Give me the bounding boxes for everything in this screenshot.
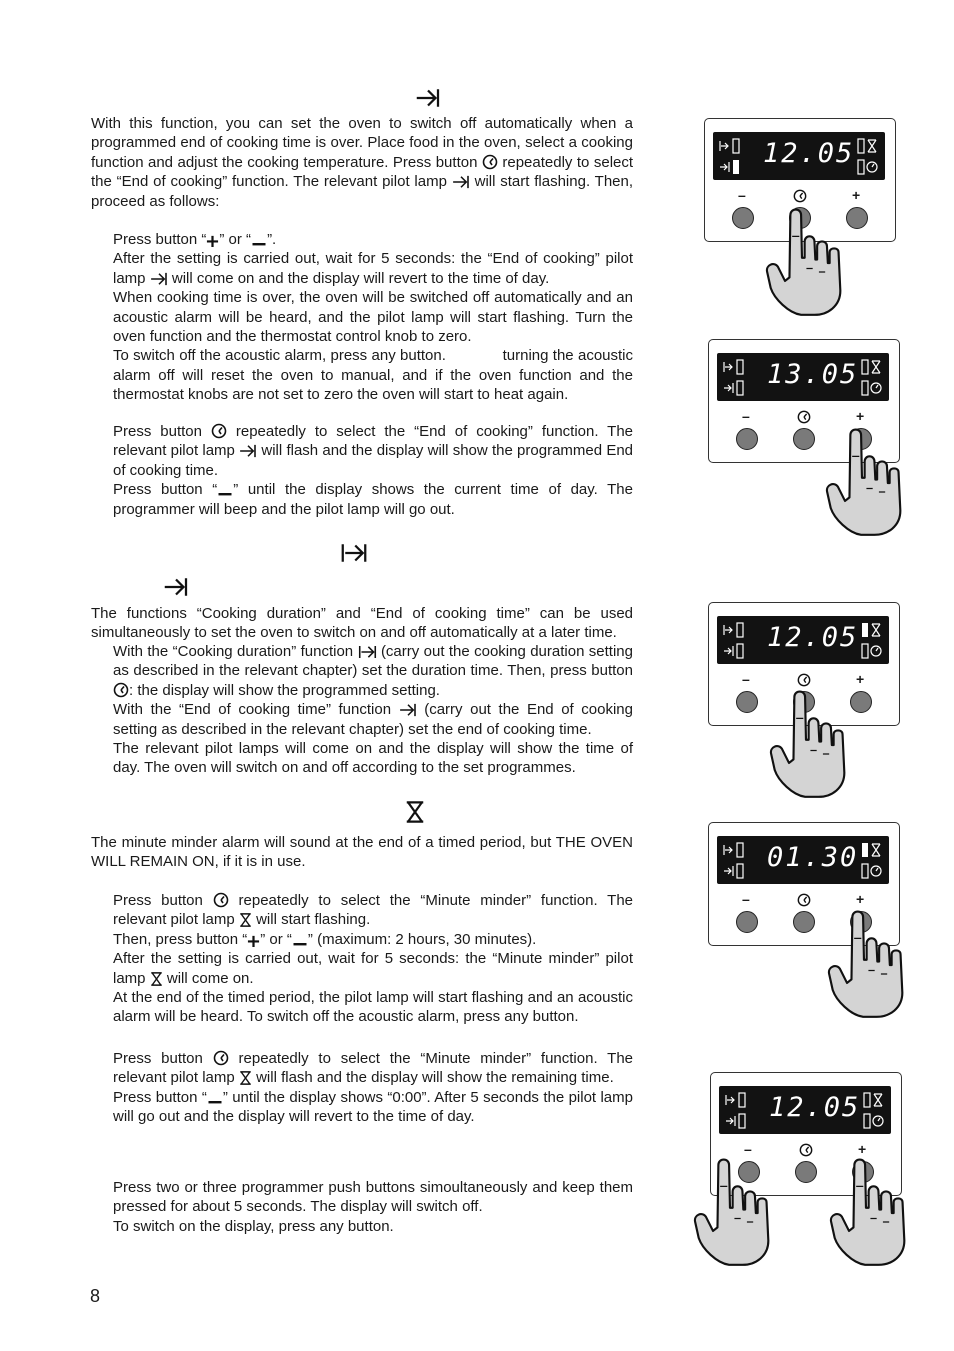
clock-icon — [797, 893, 811, 907]
minus-icon — [292, 934, 308, 947]
duration-lamp-icon — [725, 1091, 747, 1109]
end-lamp-icon — [723, 642, 745, 660]
end-of-cooking-heading-icon — [162, 577, 190, 597]
end-of-cooking-icon — [150, 272, 168, 286]
clock-button[interactable] — [793, 911, 815, 933]
end-of-cooking-intro: With this function, you can set the oven to switch off automatically when a programmed end of cooking time is over. Place food in the oven, select a cooking function and adjust the cooking temperature. Press button repeatedly to select the “End of cooking” function. The relevant pilot lamp will start flashing. Then, proceed as follows: — [91, 115, 634, 210]
display-screen — [717, 836, 889, 884]
pointing-hand-icon — [690, 1156, 786, 1272]
hourglass-lamp-icon — [857, 137, 879, 155]
duration-lamp-icon — [719, 137, 741, 155]
end-lamp-icon — [723, 379, 745, 397]
duration-lamp-icon — [723, 841, 745, 859]
clock-icon — [113, 682, 129, 698]
plus-icon — [206, 234, 219, 247]
minus-button[interactable] — [736, 691, 758, 713]
clock-lamp-icon — [861, 642, 883, 660]
hourglass-lamp-icon — [863, 1091, 885, 1109]
minus-icon — [251, 234, 267, 247]
press-plus-minus-step: Press button “ ” or “ ”. After the setting is carried out, wait for 5 seconds: the “End of cooking” pilot lamp will come on and the display will revert to the time of day. When cooking time is over, the oven will be switched off automatically and an acoustic alarm will be heard, and the pilot lamp will start flashing. Turn the oven function and the thermostat control knob to zero. To switch off the acoustic alarm, press any button. turning the acoustic alarm off will reset the oven to manual, and if the oven function and the thermostat knobs are not set to zero the oven will start to heat again. — [113, 231, 634, 404]
minute-minder-intro: The minute minder alarm will sound at the end of a timed period, but THE OVEN WILL REMAIN ON, if it is in use. — [91, 834, 633, 871]
clock-button[interactable] — [793, 428, 815, 450]
pointing-hand-icon — [762, 206, 858, 322]
display-digits: 12.05 — [763, 138, 855, 169]
clock-icon — [799, 1143, 813, 1157]
clock-button[interactable] — [795, 1161, 817, 1183]
hourglass-icon — [239, 913, 252, 927]
minute-minder-cancel-steps: Press button repeatedly to select the “Minute minder” function. The relevant pilot lamp will flash and the display will show the remaining time. Press button “ ” until the display shows “0:00”. After 5 seconds the pilot lamp will go out and the display will revert to the time of day. — [113, 1050, 634, 1126]
plus-label: + — [858, 1141, 867, 1157]
plus-label: + — [856, 408, 865, 424]
minus-label: – — [742, 408, 750, 424]
combined-intro: The functions “Cooking duration” and “End of cooking time” can be used simultaneously to set the oven to switch on and off automatically at a later time. — [91, 605, 633, 642]
minus-icon — [207, 1092, 223, 1105]
minus-button[interactable] — [732, 207, 754, 229]
hourglass-icon — [150, 972, 163, 986]
end-of-cooking-icon — [452, 175, 470, 189]
minus-label: – — [744, 1141, 752, 1157]
end-lamp-icon — [725, 1112, 747, 1130]
minus-label: – — [742, 891, 750, 907]
end-of-cooking-heading-icon — [414, 88, 442, 108]
clock-lamp-icon — [857, 158, 879, 176]
clock-icon — [793, 189, 807, 203]
display-screen — [717, 353, 889, 401]
clock-icon — [797, 673, 811, 687]
end-of-cooking-cancel: Press button repeatedly to select the “End of cooking” function. The relevant pilot lamp will flash and the display will show the programmed End of cooking time. Press button “ ” until the display shows the current time of day. The programmer will beep and the pilot lamp will go out. — [113, 423, 634, 518]
end-lamp-icon — [723, 862, 745, 880]
display-off-steps: Press two or three programmer push buttons simoultaneously and keep them pressed for about 5 seconds. The display will switch off. To switch on the display, press any button. — [113, 1179, 633, 1235]
display-screen — [713, 132, 885, 180]
hourglass-icon — [239, 1071, 252, 1085]
minus-button[interactable] — [736, 428, 758, 450]
clock-icon — [213, 892, 229, 908]
display-screen — [719, 1086, 891, 1134]
plus-icon — [247, 934, 260, 947]
page-number: 8 — [90, 1286, 101, 1306]
pointing-hand-icon — [826, 1156, 922, 1272]
cooking-duration-heading-icon — [340, 543, 368, 563]
minus-icon — [217, 484, 233, 497]
minus-label: – — [742, 671, 750, 687]
pointing-hand-icon — [766, 688, 862, 804]
clock-lamp-icon — [863, 1112, 885, 1130]
clock-icon — [213, 1050, 229, 1066]
duration-lamp-icon — [723, 358, 745, 376]
pointing-hand-icon — [822, 426, 918, 542]
hourglass-lamp-icon — [861, 358, 883, 376]
display-digits: 13.05 — [767, 359, 859, 390]
combined-steps: With the “Cooking duration” function (carry out the cooking duration setting as described in the relevant chapter) set the duration time. Then, press button : the display will show the programmed setting. With the “End of cooking time” function (carry out the End of cooking setting as described in the relevant chapter) set the end of cooking time. The relevant pilot lamps will come on and the display will show the time of day. The oven will switch on and off according to the set programmes. — [113, 643, 633, 777]
cooking-duration-icon — [358, 645, 377, 659]
clock-lamp-icon — [861, 862, 883, 880]
end-lamp-icon — [719, 158, 741, 176]
minus-button[interactable] — [736, 911, 758, 933]
hourglass-lamp-icon — [861, 841, 883, 859]
plus-label: + — [852, 187, 861, 203]
plus-label: + — [856, 891, 865, 907]
end-of-cooking-icon — [239, 444, 257, 458]
pointing-hand-icon — [824, 908, 920, 1024]
display-digits: 01.30 — [767, 842, 859, 873]
clock-icon — [482, 154, 498, 170]
clock-icon — [211, 423, 227, 439]
display-digits: 12.05 — [769, 1092, 861, 1123]
minute-minder-set-steps: Press button repeatedly to select the “Minute minder” function. The relevant pilot lamp will start flashing. Then, press button “ ” or “ ” (maximum: 2 hours, 30 minutes). After the setting is carried out, wait for 5 seconds: the “Minute minder” pilot lamp will come on. At the end of the timed period, the pilot lamp will start flashing and an acoustic alarm will be heard. To switch off the acoustic alarm, press any button. — [113, 892, 634, 1026]
plus-label: + — [856, 671, 865, 687]
hourglass-lamp-icon — [861, 621, 883, 639]
end-of-cooking-icon — [399, 703, 417, 717]
minus-label: – — [738, 187, 746, 203]
display-screen — [717, 616, 889, 664]
duration-lamp-icon — [723, 621, 745, 639]
clock-icon — [797, 410, 811, 424]
minute-minder-heading-icon — [404, 801, 426, 823]
display-digits: 12.05 — [767, 622, 859, 653]
clock-lamp-icon — [861, 379, 883, 397]
